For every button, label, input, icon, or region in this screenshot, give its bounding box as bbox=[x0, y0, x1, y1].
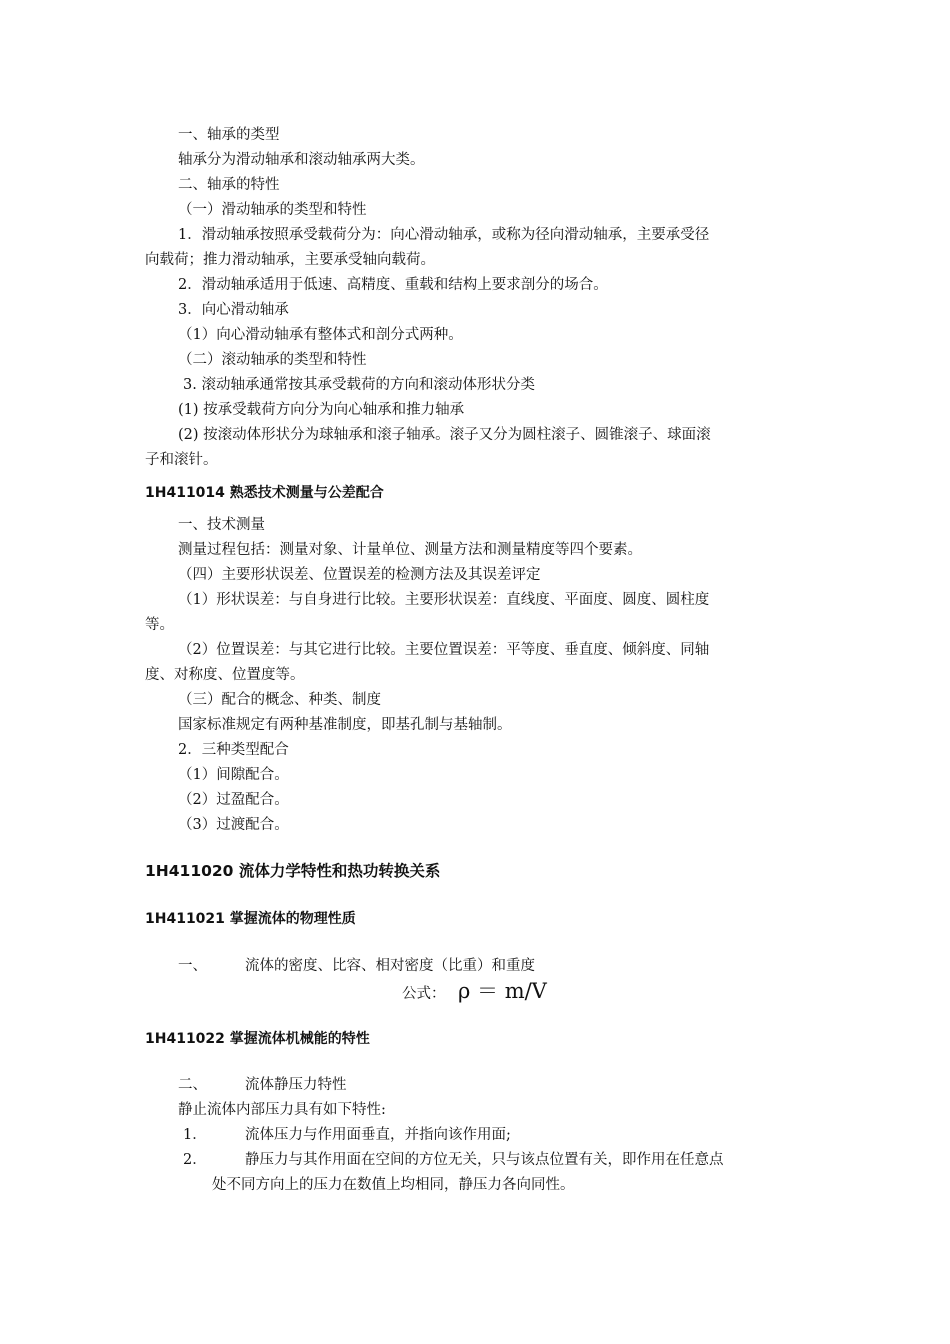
line-measurement-process: 测量过程包括：测量对象、计量单位、测量方法和测量精度等四个要素。 bbox=[178, 542, 642, 558]
line-sliding-2: 2．滑动轴承适用于低速、高精度、重载和结构上要求剖分的场合。 bbox=[178, 277, 608, 293]
line-sliding-1a: 1．滑动轴承按照承受载荷分为：向心滑动轴承，或称为径向滑动轴承，主要承受径 bbox=[178, 227, 710, 243]
line-sliding-3: 3．向心滑动轴承 bbox=[178, 302, 289, 318]
section-heading-1H411021: 1H411021 掌握流体的物理性质 bbox=[145, 911, 356, 927]
line-rolling-3-1: (1) 按承受载荷方向分为向心轴承和推力轴承 bbox=[178, 402, 465, 418]
line-position-error-b: 度、对称度、位置度等。 bbox=[145, 667, 305, 683]
formula-density: ρ ＝ m/V bbox=[458, 979, 547, 1003]
line-static-fluid-intro: 静止流体内部压力具有如下特性: bbox=[178, 1102, 386, 1118]
line-interference-fit: （2）过盈配合。 bbox=[178, 792, 289, 808]
line-static-pressure: 流体静压力特性 bbox=[245, 1077, 347, 1093]
line-rolling-3-2a: (2) 按滚动体形状分为球轴承和滚子轴承。滚子又分为圆柱滚子、圆锥滚子、球面滚 bbox=[178, 427, 711, 443]
list-marker-two: 二、 bbox=[178, 1077, 207, 1093]
line-sliding-3-1: （1）向心滑动轴承有整体式和剖分式两种。 bbox=[178, 327, 463, 343]
section-heading-1H411014: 1H411014 熟悉技术测量与公差配合 bbox=[145, 485, 384, 501]
line-bearing-types: 一、轴承的类型 bbox=[178, 127, 280, 143]
list-marker-2: 2． bbox=[183, 1152, 207, 1168]
formula-label: 公式： bbox=[402, 986, 446, 1002]
line-pressure-perpendicular: 流体压力与作用面垂直，并指向该作用面; bbox=[245, 1127, 511, 1143]
list-marker-1: 1． bbox=[183, 1127, 207, 1143]
line-transition-fit: （3）过渡配合。 bbox=[178, 817, 289, 833]
line-rolling-3-2b: 子和滚针。 bbox=[145, 452, 218, 468]
line-bearing-properties: 二、轴承的特性 bbox=[178, 177, 280, 193]
line-fluid-density: 流体的密度、比容、相对密度（比重）和重度 bbox=[245, 958, 535, 974]
line-rolling-3: 3. 滚动轴承通常按其承受载荷的方向和滚动体形状分类 bbox=[183, 377, 535, 393]
line-sliding-1b: 向载荷；推力滑动轴承，主要承受轴向载荷。 bbox=[145, 252, 435, 268]
section-heading-1H411022: 1H411022 掌握流体机械能的特性 bbox=[145, 1031, 370, 1047]
line-pressure-isotropic-a: 静压力与其作用面在空间的方位无关，只与该点位置有关，即作用在任意点 bbox=[245, 1152, 724, 1168]
line-clearance-fit: （1）间隙配合。 bbox=[178, 767, 289, 783]
line-sliding-bearing-heading: （一）滑动轴承的类型和特性 bbox=[178, 202, 367, 218]
line-pressure-isotropic-b: 处不同方向上的压力在数值上均相同，静压力各向同性。 bbox=[212, 1177, 575, 1193]
line-shape-error-b: 等。 bbox=[145, 617, 174, 633]
line-bearing-classes: 轴承分为滑动轴承和滚动轴承两大类。 bbox=[178, 152, 425, 168]
line-tech-measurement: 一、技术测量 bbox=[178, 517, 265, 533]
list-marker-one: 一、 bbox=[178, 958, 207, 974]
line-error-heading: （四）主要形状误差、位置误差的检测方法及其误差评定 bbox=[178, 567, 541, 583]
line-fit-concept: （三）配合的概念、种类、制度 bbox=[178, 692, 381, 708]
line-position-error-a: （2）位置误差：与其它进行比较。主要位置误差：平等度、垂直度、倾斜度、同轴 bbox=[178, 642, 710, 658]
line-basis-system: 国家标准规定有两种基准制度，即基孔制与基轴制。 bbox=[178, 717, 512, 733]
line-shape-error-a: （1）形状误差：与自身进行比较。主要形状误差：直线度、平面度、圆度、圆柱度 bbox=[178, 592, 710, 608]
line-fit-types: 2．三种类型配合 bbox=[178, 742, 289, 758]
line-rolling-bearing-heading: （二）滚动轴承的类型和特性 bbox=[178, 352, 367, 368]
section-heading-1H411020: 1H411020 流体力学特性和热功转换关系 bbox=[145, 862, 441, 880]
